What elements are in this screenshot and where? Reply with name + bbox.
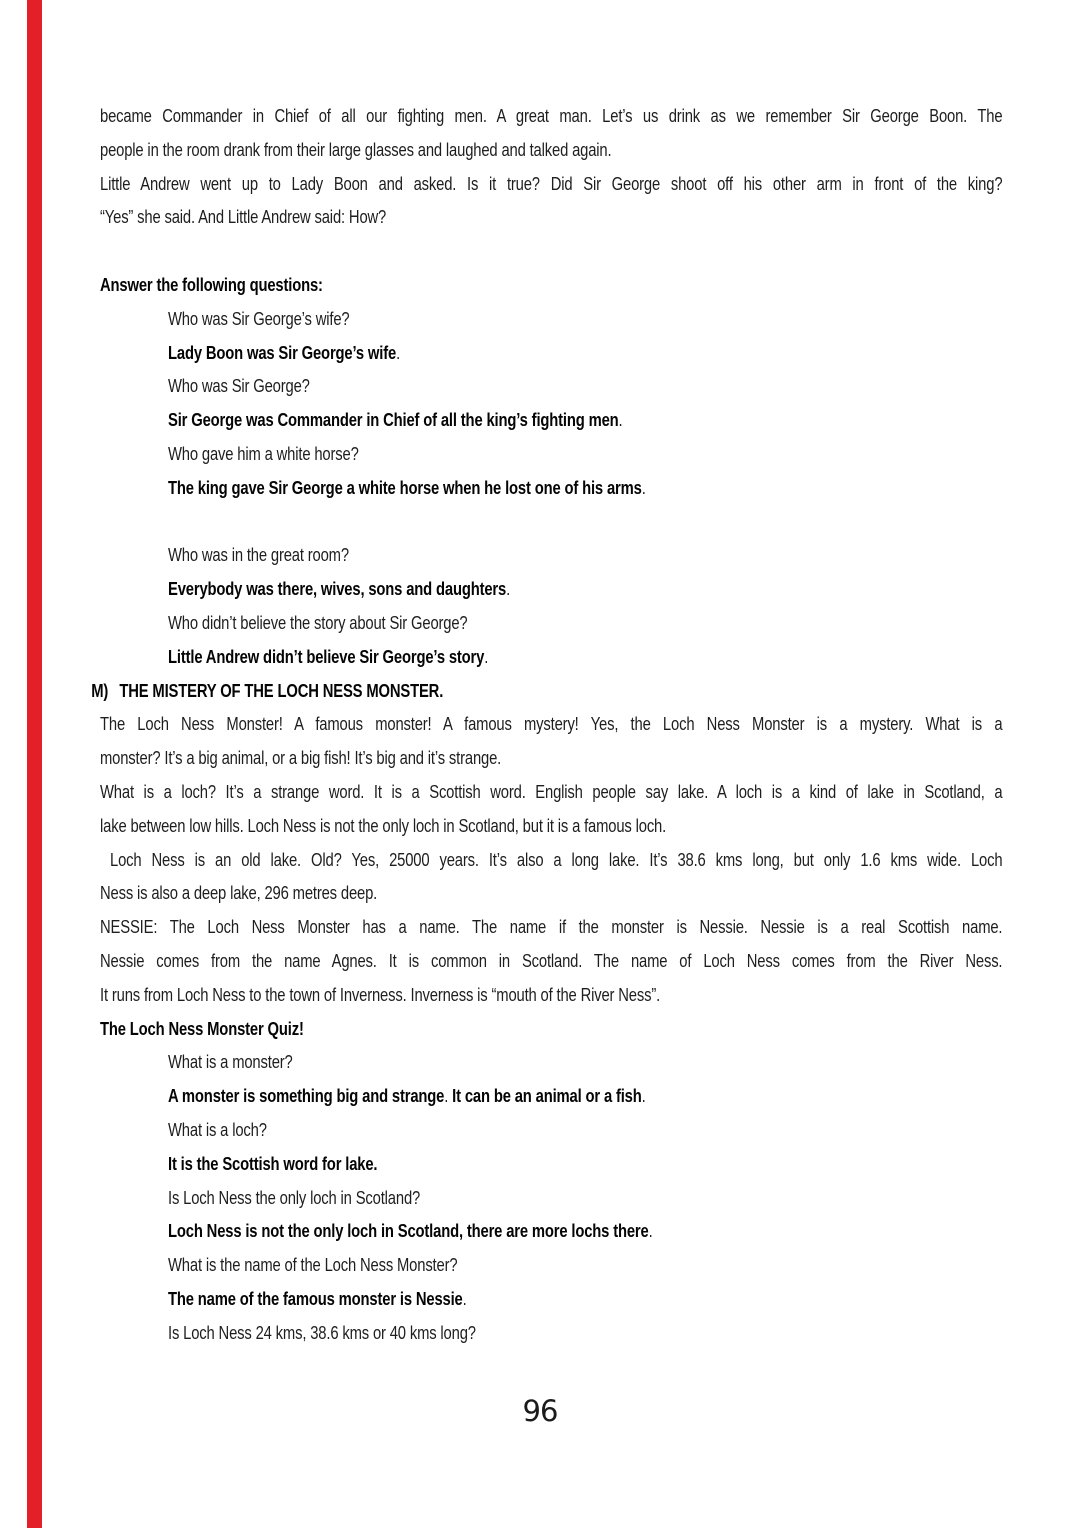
text-run: .	[462, 1287, 467, 1309]
section-label	[100, 268, 1002, 302]
paragraph-line	[100, 843, 1002, 877]
text-run: Ness is also a deep lake, 296 metres deep.	[100, 882, 378, 904]
text-run: Who didn’t believe the story about Sir George?	[168, 611, 468, 633]
text-run: Is Loch Ness 24 kms, 38.6 kms or 40 kms long?	[168, 1321, 476, 1343]
document-content	[91, 0, 1003, 1349]
text-run: .	[484, 645, 489, 667]
text-run: .	[648, 1220, 653, 1242]
text-run: The king gave Sir George a white horse when he lost one of his arms	[168, 476, 642, 498]
text-run: became Commander in Chief of all our fighting men. A great man. Let’s us drink as we remember Sir George Boon. The	[100, 105, 1003, 126]
text-run: A monster is something big and strange	[168, 1085, 445, 1107]
text-run: .	[444, 1085, 453, 1107]
text-run: What is the name of the Loch Ness Monster?	[168, 1254, 458, 1276]
paragraph-line	[100, 200, 1002, 234]
text-run: What is a loch?	[168, 1118, 267, 1140]
blank-line	[100, 234, 1002, 268]
text-run: .	[396, 341, 401, 363]
answer-line	[100, 1282, 1002, 1316]
text-run: Answer the following questions:	[100, 273, 323, 295]
text-run: What is a loch? It’s a strange word. It is a Scottish word. English people say lake. A loch is a kind of lake in Scotland, a	[100, 780, 1003, 802]
text-run: Sir George was Commander in Chief of all the king’s fighting men	[168, 409, 619, 431]
text-run: “Yes” she said. And Little Andrew said: How?	[100, 206, 387, 228]
text-run: Nessie comes from the name Agnes. It is common in Scotland. The name of Loch Ness comes from the River Ness.	[100, 949, 1003, 971]
text-run: M)	[91, 679, 109, 701]
text-run: .	[506, 578, 511, 600]
question-line	[100, 369, 1002, 403]
text-run: It is the Scottish word for lake.	[168, 1152, 378, 1174]
text-run: It can be an animal or a fish	[452, 1085, 642, 1107]
question-line	[100, 302, 1002, 336]
text-run: Is Loch Ness the only loch in Scotland?	[168, 1186, 421, 1208]
paragraph-line	[100, 978, 1002, 1012]
answer-line	[100, 640, 1002, 674]
text-run: Lady Boon was Sir George’s wife	[168, 341, 397, 363]
text-run: lake between low hills. Loch Ness is not the only loch in Scotland, but it is a famous loch.	[100, 814, 667, 836]
text-run: .	[641, 1085, 646, 1107]
text-run: NESSIE: The Loch Ness Monster has a name. The name if the monster is Nessie. Nessie is a real Scottish name.	[100, 916, 1003, 938]
text-run: Little Andrew went up to Lady Boon and asked. Is it true? Did Sir George shoot off his other arm in front of the king?	[100, 172, 1003, 194]
question-line	[100, 1045, 1002, 1079]
answer-line	[100, 1079, 1002, 1113]
answer-line	[100, 1147, 1002, 1181]
paragraph-line	[100, 809, 1002, 843]
question-line	[100, 538, 1002, 572]
text-run: Loch Ness is an old lake. Old? Yes, 25000 years. It’s also a long lake. It’s 38.6 kms long, but only 1.6 kms wide. Loch	[100, 848, 1003, 870]
question-line	[100, 606, 1002, 640]
text-run: The name of the famous monster is Nessie	[168, 1287, 463, 1309]
paragraph-line	[100, 99, 1002, 133]
text-run: Everybody was there, wives, sons and daughters	[168, 578, 507, 600]
blank-line	[100, 505, 1002, 539]
text-run: The Loch Ness Monster Quiz!	[100, 1017, 304, 1039]
text-run: Little Andrew didn’t believe Sir George’s story	[168, 645, 485, 667]
paragraph-line	[100, 876, 1002, 910]
section-heading	[91, 674, 1002, 708]
question-line	[100, 437, 1002, 471]
text-run: monster? It’s a big animal, or a big fish! It’s big and it’s strange.	[100, 747, 502, 769]
scan-edge-stripe	[27, 0, 42, 1528]
paragraph-line	[100, 775, 1002, 809]
text-run: The Loch Ness Monster! A famous monster! A famous mystery! Yes, the Loch Ness Monster is a mystery. What is a	[100, 713, 1003, 735]
answer-line	[100, 336, 1002, 370]
paragraph-line	[100, 133, 1002, 167]
text-run: people in the room drank from their large glasses and laughed and talked again.	[100, 138, 612, 160]
answer-line	[100, 471, 1002, 505]
question-line	[100, 1316, 1002, 1350]
text-run: Who was in the great room?	[168, 544, 349, 566]
text-run: It runs from Loch Ness to the town of Inverness. Inverness is “mouth of the River Ness”.	[100, 983, 661, 1005]
text-run: Loch Ness is not the only loch in Scotland, there are more lochs there	[168, 1220, 649, 1242]
answer-line	[100, 403, 1002, 437]
paragraph-line	[100, 944, 1002, 978]
answer-line	[100, 572, 1002, 606]
answer-line	[100, 1214, 1002, 1248]
paragraph-line	[100, 741, 1002, 775]
text-run: THE MISTERY OF THE LOCH NESS MONSTER.	[119, 679, 444, 701]
question-line	[100, 1248, 1002, 1282]
paragraph-line	[100, 707, 1002, 741]
question-line	[100, 1113, 1002, 1147]
question-line	[100, 1181, 1002, 1215]
text-run: .	[618, 409, 623, 431]
paragraph-line	[100, 910, 1002, 944]
text-run: Who gave him a white horse?	[168, 442, 359, 464]
page-number: 96	[522, 1394, 558, 1428]
text-run: Who was Sir George’s wife?	[168, 307, 350, 329]
text-run: .	[641, 476, 646, 498]
text-run: What is a monster?	[168, 1051, 293, 1073]
paragraph-line	[100, 167, 1002, 201]
section-label	[100, 1012, 1002, 1046]
text-run: Who was Sir George?	[168, 375, 310, 397]
